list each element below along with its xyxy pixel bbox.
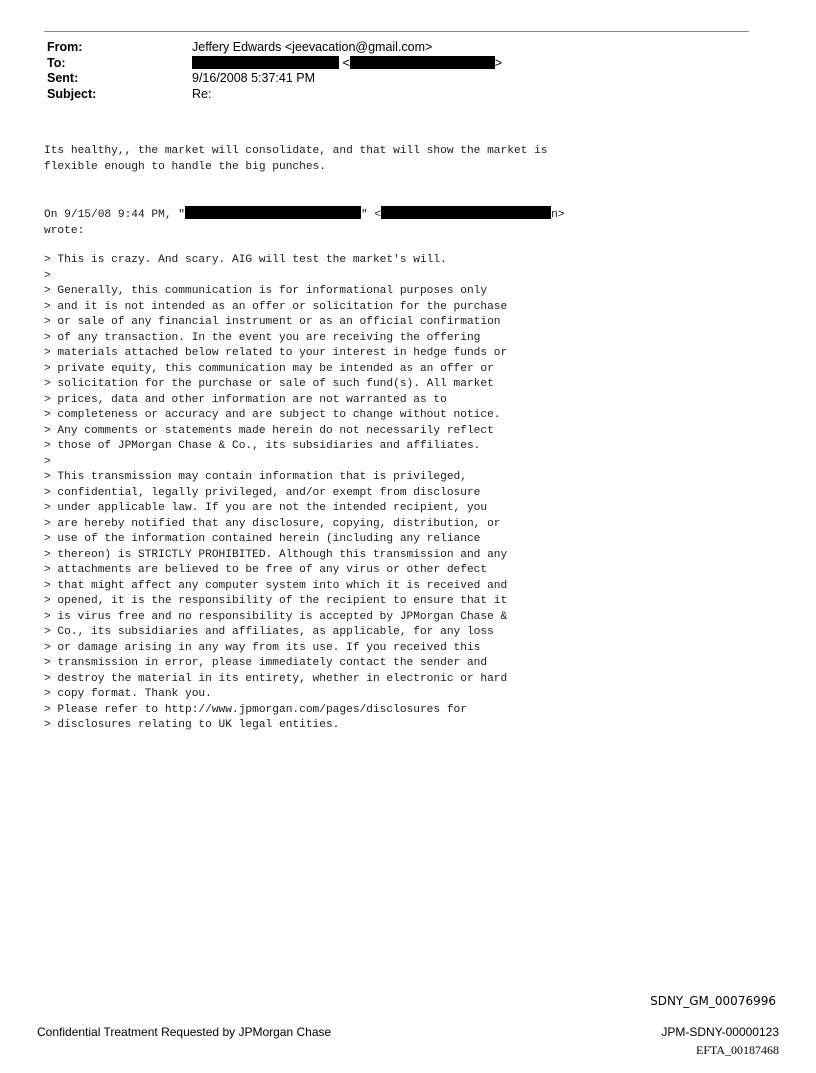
attribution-wrote: wrote: bbox=[44, 224, 85, 237]
reply-paragraph: Its healthy,, the market will consolidate, and that will show the market is flexible enough to handle the big punches. bbox=[44, 145, 548, 173]
bates-sdny: SDNY_GM_00076996 bbox=[650, 994, 776, 1008]
confidential-notice: Confidential Treatment Requested by JPMorgan Chase bbox=[37, 1025, 332, 1039]
sent-row bbox=[47, 71, 502, 87]
from-row bbox=[47, 40, 502, 56]
sent-label: Sent: bbox=[47, 71, 79, 85]
quote-attribution bbox=[44, 206, 565, 239]
header-divider bbox=[44, 31, 749, 32]
sent-value: 9/16/2008 5:37:41 PM bbox=[192, 71, 316, 85]
efta-number: EFTA_00187468 bbox=[696, 1043, 780, 1057]
to-gt: > bbox=[494, 55, 503, 70]
redaction-bar bbox=[350, 56, 495, 69]
subject-label: Subject: bbox=[47, 86, 97, 101]
bates-jpm: JPM-SDNY-00000123 bbox=[661, 1025, 779, 1039]
redaction-bar bbox=[192, 56, 339, 69]
from-value: Jeffery Edwards <jeevacation@gmail.com> bbox=[192, 40, 433, 54]
to-row bbox=[47, 56, 502, 72]
attribution-tail: n> bbox=[551, 209, 565, 221]
attribution-mid: " < bbox=[361, 209, 382, 221]
from-label: From: bbox=[47, 40, 83, 54]
to-lt: < bbox=[342, 55, 350, 70]
email-header bbox=[47, 40, 502, 102]
redaction-bar bbox=[381, 206, 551, 219]
to-value bbox=[192, 56, 502, 72]
to-label: To: bbox=[47, 55, 66, 70]
redaction-bar bbox=[185, 206, 361, 219]
quoted-message: > This is crazy. And scary. AIG will test the market's will. > > Generally, this communication is for informational purposes only > and it is not intended as an offer or solicitation for the purchase > or sale of any financial instrument or as an official confirmation > of any transaction. In the event you are receiving the offering > materials attached below related to your interest in hedge funds or > private equity, this communication may be intended as an offer or > solicitation for the purchase or sale of such fund(s). All market > prices, data and other information are not warranted as to > completeness or accuracy and are subject to change without notice. > Any comments or statements made herein do not necessarily reflect > those of JPMorgan Chase & Co., its subsidiaries and affiliates. > > This transmission may contain information that is privileged, > confidential, legally privileged, and/or exempt from disclosure > under applicable law. If you are not the intended recipient, you > are hereby notified that any disclosure, copying, distribution, or > use of the information contained herein (including any reliance > thereon) is STRICTLY PROHIBITED. Although this transmission and any > attachments are believed to be free of any virus or other defect > that might affect any computer system into which it is received and > opened, it is the responsibility of the recipient to ensure that it > is virus free and no responsibility is accepted by JPMorgan Chase & > Co., its subsidiaries and affiliates, as applicable, for any loss > or damage arising in any way from its use. If you received this > transmission in error, please immediately contact the sender and > destroy the material in its entirety, whether in electronic or hard > copy format. Thank you. > Please refer to http://www.jpmorgan.com/pages/disclosures for > disclosures relating to UK legal entities. bbox=[44, 254, 508, 731]
subject-row bbox=[47, 87, 502, 103]
subject-value: Re: bbox=[192, 86, 212, 101]
attribution-prefix: On 9/15/08 9:44 PM, " bbox=[44, 209, 185, 221]
